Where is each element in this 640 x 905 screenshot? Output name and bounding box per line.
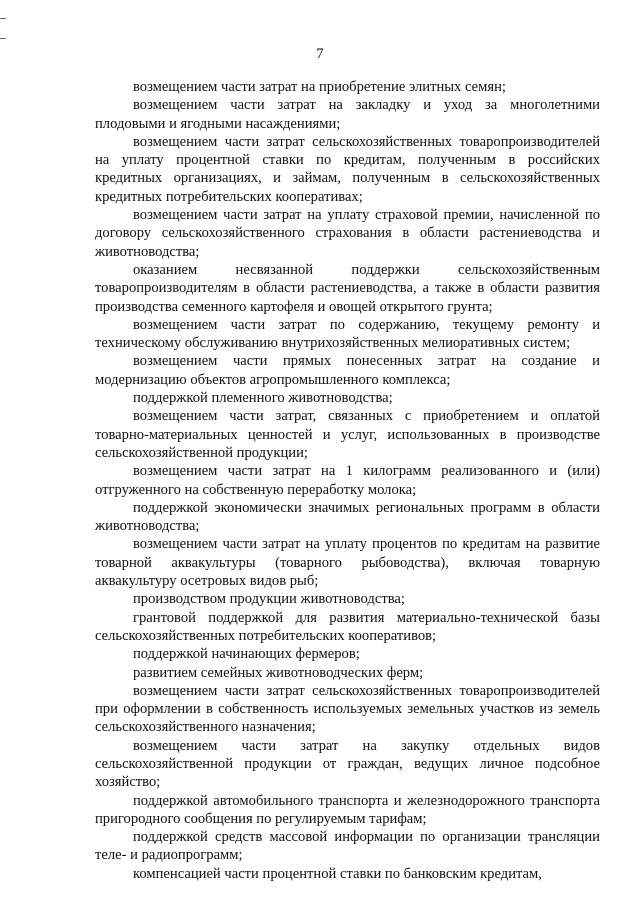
list-item: возмещением части затрат на закладку и уход за многолетними плодовыми и ягодными насаждениями;	[95, 97, 600, 132]
list-item: возмещением части затрат на приобретение элитных семян;	[133, 79, 506, 95]
scan-edge-mark	[0, 18, 6, 19]
scan-edge-mark	[0, 38, 6, 39]
list-item: возмещением части затрат на закупку отдельных видов сельскохозяйственной продукции от граждан, ведущих личное подсобное хозяйство;	[95, 737, 600, 791]
list-item: производством продукции животноводства;	[133, 591, 405, 608]
list-item: возмещением части затрат сельскохозяйственных товаропроизводителей на уплату процентной ставки по кредитам, полученным в российских кредитных организациях, и займам, полученным в сельскохозяйственных кредитных потребительских кооперативах;	[95, 133, 600, 205]
list-item: поддержкой начинающих фермеров;	[133, 646, 360, 663]
list-item: возмещением части затрат по содержанию, текущему ремонту и техническому обслуживанию внутрихозяйственных мелиоративных систем;	[95, 316, 600, 352]
list-item: поддержкой автомобильного транспорта и железнодорожного транспорта пригородного сообщения по регулируемым тарифам;	[95, 792, 600, 827]
list-item: развитием семейных животноводческих ферм;	[133, 664, 424, 681]
list-item: поддержкой экономически значимых региональных программ в области животноводства;	[95, 499, 600, 535]
list-item: возмещением части затрат сельскохозяйственных товаропроизводителей при оформлении в собственность используемых земельных участков из земель сельскохозяйственного назначения;	[95, 682, 600, 736]
list-item: возмещением части затрат, связанных с приобретением и оплатой товарно-материальных ценностей и услуг, использованных в производстве сельскохозяйственной продукции;	[95, 408, 600, 461]
list-item: поддержкой племенного животноводства;	[133, 390, 393, 407]
document-body	[95, 78, 600, 883]
list-item: поддержкой средств массовой информации по организации трансляции теле- и радиопрограмм;	[95, 829, 600, 864]
list-item: грантовой поддержкой для развития материально-технической базы сельскохозяйственных потребительских кооперативов;	[95, 609, 600, 644]
list-item: возмещением части прямых понесенных затрат на создание и модернизацию объектов агропромышленного комплекса;	[95, 353, 600, 388]
list-item: возмещением части затрат на 1 килограмм реализованного и (или) отгруженного на собственную переработку молока;	[95, 463, 600, 498]
list-item: возмещением части затрат на уплату процентов по кредитам на развитие товарной аквакультуры (товарного рыбоводства), включая товарную аквакультуру осетровых видов рыб;	[95, 536, 600, 590]
list-item: оказанием несвязанной поддержки сельскохозяйственным товаропроизводителям в области растениеводства, а также в области развития производства семенного картофеля и овощей открытого грунта;	[95, 261, 600, 315]
list-item: возмещением части затрат на уплату страховой премии, начисленной по договору сельскохозяйственного страхования в области растениеводства и животноводства;	[95, 207, 600, 260]
page-number: 7	[316, 46, 324, 62]
list-item: компенсацией части процентной ставки по банковским кредитам,	[133, 865, 542, 882]
